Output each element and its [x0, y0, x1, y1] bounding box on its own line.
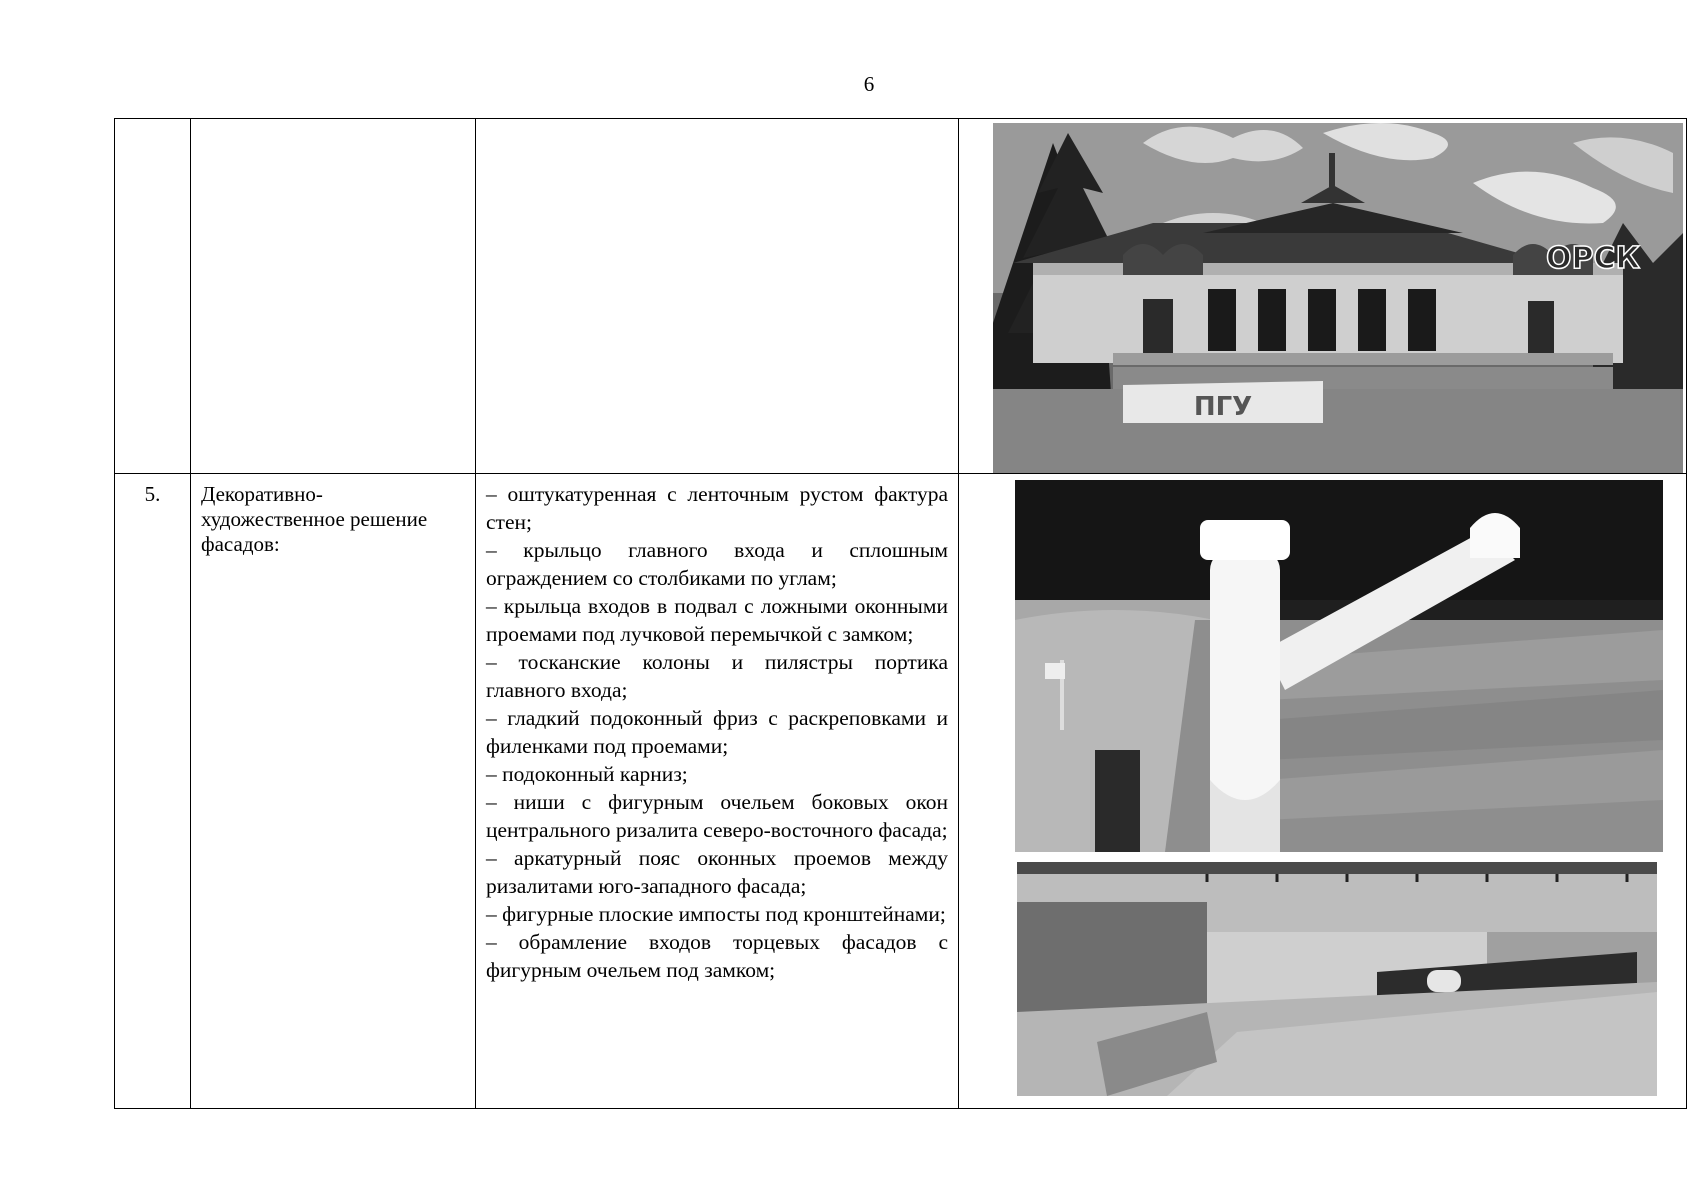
list-item: – крыльцо главного входа и сплошным ограждением со столбиками по углам; [486, 538, 948, 590]
list-item: – гладкий подоконный фриз с раскреповками и филенками под проемами; [486, 706, 948, 758]
row-title-cell: Декоративно-художественное решение фасадов: [191, 474, 476, 1109]
row-title-cell [191, 119, 476, 474]
row-number-cell: 5. [115, 474, 191, 1109]
row-description-cell [476, 119, 959, 474]
railway-station-photo [993, 123, 1683, 473]
list-item: – аркатурный пояс оконных проемов между ризалитами юго-западного фасада; [486, 846, 948, 898]
row-photo-cell [959, 119, 1687, 474]
station-sign: ОРСК [1545, 241, 1641, 276]
row-photo-cell [959, 474, 1687, 1109]
monument-elements-table [114, 118, 1687, 1109]
list-item: – тосканские колоны и пилястры портика главного входа; [486, 650, 948, 702]
page-number: 6 [863, 72, 875, 96]
list-item: – ниши с фигурным очельем боковых окон центрального ризалита северо-восточного фасада; [486, 790, 948, 842]
list-item: – подоконный карниз; [486, 762, 688, 786]
list-item: – оштукатуренная с ленточным рустом фактура стен; [486, 482, 948, 534]
entrance-stair-photo [1015, 480, 1663, 852]
list-item: – обрамление входов торцевых фасадов с фигурным очельем под замком; [486, 930, 948, 982]
row-number-cell [115, 119, 191, 474]
list-item: – крыльца входов в подвал с ложными оконными проемами под лучковой перемычкой с замком; [486, 594, 948, 646]
table-row [115, 474, 1687, 1109]
row-description-cell [476, 474, 959, 1109]
table-row [115, 119, 1687, 474]
ground-lettering: ПГУ [1193, 392, 1253, 422]
basement-entrance-photo [1017, 862, 1657, 1096]
list-item: – фигурные плоские импосты под кронштейнами; [486, 902, 946, 926]
